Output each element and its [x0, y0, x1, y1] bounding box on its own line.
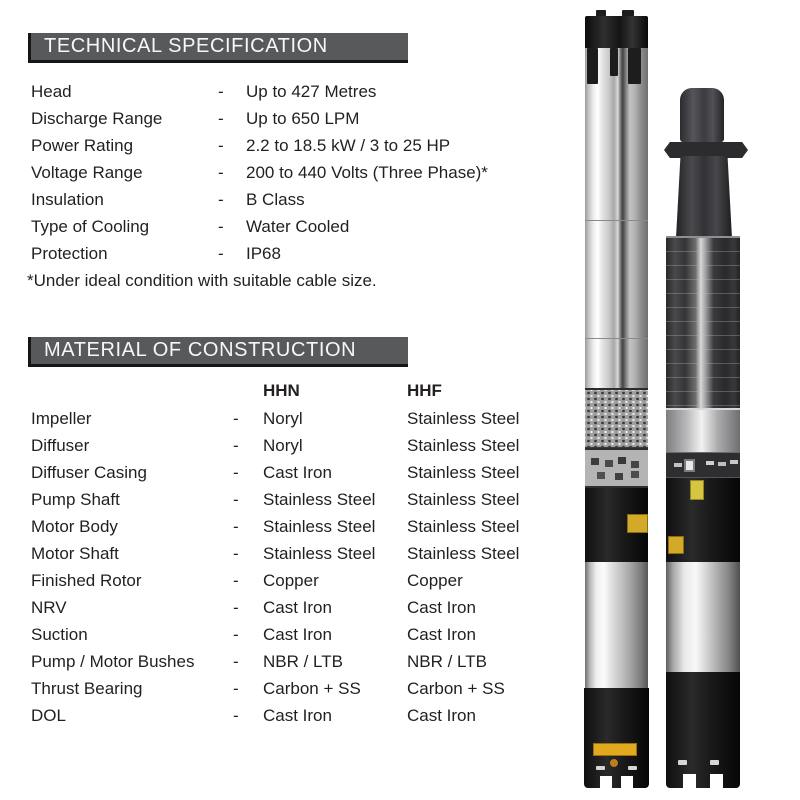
spec-value: Up to 650 LPM [246, 109, 360, 128]
material-hhn-value: Noryl [263, 436, 303, 455]
pump-cable-guard-post [587, 48, 598, 84]
pump-cable-guard-post [610, 48, 618, 76]
material-row [31, 459, 551, 486]
pump-cable-guard-post [628, 48, 641, 84]
spec-separator: - [218, 163, 224, 182]
material-separator: - [233, 463, 239, 482]
material-hhn-value: Noryl [263, 409, 303, 428]
material-hhn-value: Cast Iron [263, 463, 332, 482]
material-hhf-value: Cast Iron [407, 625, 476, 644]
yellow-rating-sticker [593, 743, 637, 756]
spec-separator: - [218, 109, 224, 128]
pump-nameplate-band [585, 448, 648, 488]
material-label: Impeller [31, 409, 92, 428]
material-label: Pump / Motor Bushes [31, 652, 195, 671]
pump-translucent-section [666, 408, 740, 452]
material-separator: - [233, 409, 239, 428]
spec-label: Insulation [31, 190, 104, 209]
material-hhf-value: Copper [407, 571, 463, 590]
pump-nameplate-band [666, 452, 740, 478]
material-separator: - [233, 652, 239, 671]
material-label: Diffuser [31, 436, 90, 455]
material-hhn-value: Stainless Steel [263, 544, 376, 563]
base-foot-notch [710, 774, 723, 788]
material-hhn-value: Stainless Steel [263, 517, 376, 536]
material-hhf-value: Stainless Steel [407, 409, 520, 428]
base-slot [678, 760, 687, 765]
material-hhn-value: Stainless Steel [263, 490, 376, 509]
spec-row [31, 240, 551, 267]
material-table [31, 405, 551, 729]
pump-body-seam [585, 338, 648, 339]
pump-stage-casing [666, 236, 740, 408]
material-label: DOL [31, 706, 66, 725]
material-hhf-value: NBR / LTB [407, 652, 487, 671]
spec-row [31, 132, 551, 159]
material-row [31, 405, 551, 432]
yellow-sticker [627, 514, 648, 533]
spec-value: Water Cooled [246, 217, 350, 236]
pump-black-section [585, 488, 648, 562]
pump-upper-chrome-body [585, 48, 648, 390]
material-label: Motor Shaft [31, 544, 119, 563]
pump-dome-cap [680, 88, 724, 142]
pump-photo-left [584, 8, 650, 790]
material-hhf-value: Stainless Steel [407, 463, 520, 482]
spec-value: B Class [246, 190, 305, 209]
pump-motor-chrome-body [585, 562, 648, 688]
material-separator: - [233, 679, 239, 698]
pump-top-bracket [585, 16, 648, 50]
yellow-sticker [668, 536, 684, 554]
base-slot [710, 760, 719, 765]
material-label: Diffuser Casing [31, 463, 147, 482]
material-hhn-value: Carbon + SS [263, 679, 361, 698]
spec-separator: - [218, 136, 224, 155]
spec-row [31, 213, 551, 240]
material-hhf-value: Stainless Steel [407, 436, 520, 455]
spec-value: 200 to 440 Volts (Three Phase)* [246, 163, 488, 182]
material-label: Thrust Bearing [31, 679, 143, 698]
spec-separator: - [218, 82, 224, 101]
pump-suction-strainer [585, 388, 648, 448]
technical-spec-table [31, 78, 551, 267]
material-row [31, 540, 551, 567]
spec-label: Voltage Range [31, 163, 143, 182]
material-hhf-value: Stainless Steel [407, 544, 520, 563]
spec-label: Discharge Range [31, 109, 163, 128]
material-separator: - [233, 436, 239, 455]
material-row [31, 675, 551, 702]
spec-separator: - [218, 190, 224, 209]
pump-body-seam [585, 220, 648, 221]
nameplate-print-marks [706, 461, 714, 465]
material-row [31, 567, 551, 594]
material-label: NRV [31, 598, 67, 617]
material-hhf-value: Cast Iron [407, 706, 476, 725]
section-title-technical-specification: TECHNICAL SPECIFICATION [28, 33, 408, 63]
pump-neck [676, 156, 732, 238]
material-row [31, 432, 551, 459]
material-separator: - [233, 571, 239, 590]
spec-row [31, 159, 551, 186]
yellow-tab [690, 480, 704, 500]
material-row [31, 621, 551, 648]
material-separator: - [233, 625, 239, 644]
column-header-hhf: HHF [407, 381, 442, 400]
material-row [31, 513, 551, 540]
base-slot [628, 766, 637, 770]
material-hhf-value: Carbon + SS [407, 679, 505, 698]
pump-collar-flange [664, 142, 748, 158]
material-separator: - [233, 517, 239, 536]
section-title-material-of-construction: MATERIAL OF CONSTRUCTION [28, 337, 408, 367]
spec-footnote: *Under ideal condition with suitable cable size. [27, 271, 377, 290]
spec-value: Up to 427 Metres [246, 82, 377, 101]
material-row [31, 486, 551, 513]
material-hhn-value: NBR / LTB [263, 652, 343, 671]
material-hhn-value: Copper [263, 571, 319, 590]
spec-label: Head [31, 82, 72, 101]
material-separator: - [233, 490, 239, 509]
orange-dot [610, 759, 618, 767]
base-foot-notch [683, 774, 696, 788]
spec-row [31, 105, 551, 132]
spec-label: Type of Cooling [31, 217, 150, 236]
material-label: Motor Body [31, 517, 118, 536]
material-row [31, 702, 551, 729]
material-hhf-value: Stainless Steel [407, 490, 520, 509]
material-separator: - [233, 706, 239, 725]
material-label: Finished Rotor [31, 571, 142, 590]
nameplate-print-marks [591, 458, 599, 465]
material-row [31, 594, 551, 621]
stage-separator-lines [666, 238, 740, 408]
spec-separator: - [218, 244, 224, 263]
pump-motor-chrome-body [666, 562, 740, 672]
spec-label: Protection [31, 244, 108, 263]
pump-photo-right [664, 86, 750, 790]
material-hhf-value: Stainless Steel [407, 517, 520, 536]
material-row [31, 648, 551, 675]
pump-motor-base [666, 672, 740, 788]
column-header-hhn: HHN [263, 381, 300, 400]
material-separator: - [233, 544, 239, 563]
material-hhf-value: Cast Iron [407, 598, 476, 617]
base-foot-notch [600, 776, 612, 788]
spec-value: IP68 [246, 244, 281, 263]
material-hhn-value: Cast Iron [263, 625, 332, 644]
pump-motor-base [584, 688, 649, 788]
material-label: Suction [31, 625, 88, 644]
nameplate-white-mark [684, 459, 695, 472]
material-hhn-value: Cast Iron [263, 598, 332, 617]
pump-black-section [666, 478, 740, 562]
spec-value: 2.2 to 18.5 kW / 3 to 25 HP [246, 136, 451, 155]
material-label: Pump Shaft [31, 490, 120, 509]
material-hhn-value: Cast Iron [263, 706, 332, 725]
base-slot [596, 766, 605, 770]
spec-label: Power Rating [31, 136, 134, 155]
spec-row [31, 186, 551, 213]
spec-separator: - [218, 217, 224, 236]
base-foot-notch [621, 776, 633, 788]
material-separator: - [233, 598, 239, 617]
spec-row [31, 78, 551, 105]
